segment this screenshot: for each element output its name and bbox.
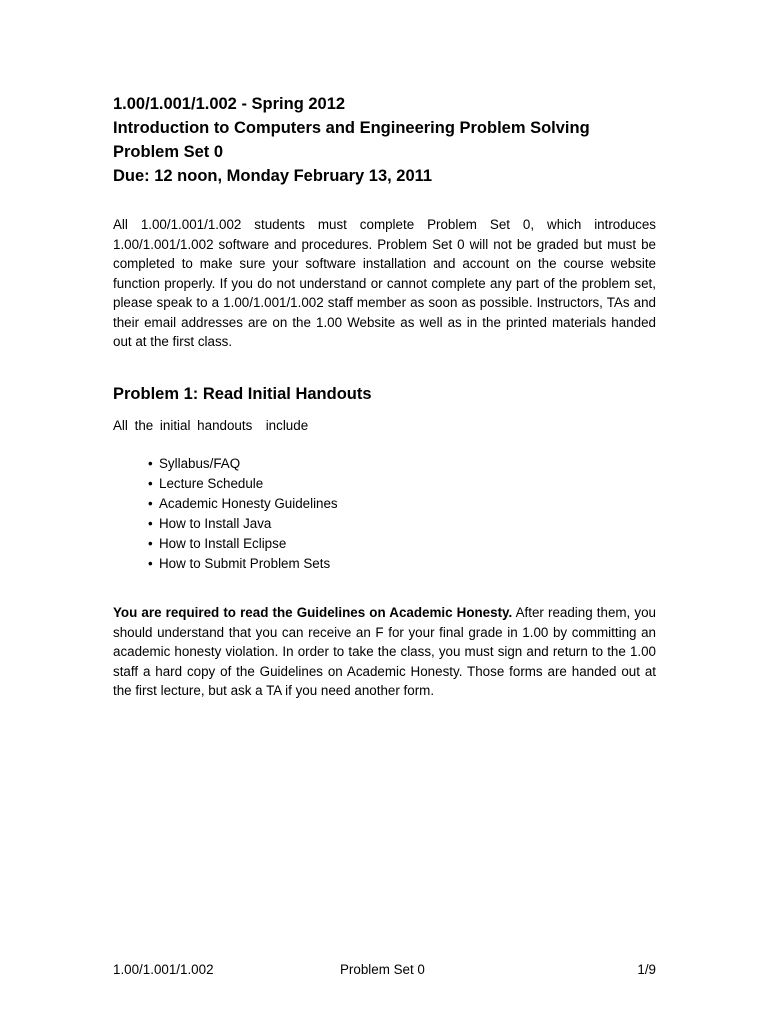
bullet-icon: • [148,516,153,531]
page-footer [113,960,656,980]
course-title: Introduction to Computers and Engineering Problem Solving [113,119,590,137]
honesty-paragraph [113,603,656,701]
handouts-lead-text: All the initial handouts include [113,417,309,433]
bullet-icon: • [148,496,153,511]
list-item [148,454,656,474]
list-item [148,514,656,534]
honesty-details: After reading them, you should understand that you can receive an F for your final grade in 1.00 by committing an academic honesty violation. In order to take the class, you must sign and return to the 1.00 staff a hard copy of the Guidelines on Academic Honesty. Those forms are handed out at the first lecture, but ask a TA if you need another form. [113,605,656,698]
footer-title: Problem Set 0 [340,962,425,977]
list-item [148,554,656,574]
list-item [148,534,656,554]
list-item-label: How to Install Eclipse [159,536,287,551]
intro-paragraph: All 1.00/1.001/1.002 students must complete Problem Set 0, which introduces 1.00/1.001/1.002 software and procedures. Problem Set 0 will not be graded but must be completed to make sure your software installation and account on the course website function properly. If you do not understand or cannot complete any part of the problem set, please speak to a 1.00/1.001/1.002 staff member as soon as possible. Instructors, TAs and their email addresses are on the 1.00 Website as well as in the printed materials handed out at the first class. [113,217,656,349]
document-header [113,92,656,188]
bullet-icon: • [148,456,153,471]
page-number: 1/9 [637,962,656,977]
list-item-label: Academic Honesty Guidelines [159,496,338,511]
bullet-icon: • [148,536,153,551]
course-line: 1.00/1.001/1.002 - Spring 2012 [113,95,346,113]
footer-course: 1.00/1.001/1.002 [113,962,214,977]
list-item-label: Syllabus/FAQ [159,456,241,471]
document-page [113,92,656,701]
list-item [148,474,656,494]
bullet-icon: • [148,556,153,571]
problem-1-title: Problem 1: Read Initial Handouts [113,384,372,403]
list-item-label: How to Submit Problem Sets [159,556,331,571]
due-date: Due: 12 noon, Monday February 13, 2011 [113,167,433,185]
handout-list [113,454,656,574]
list-item-label: Lecture Schedule [159,476,264,491]
list-item-label: How to Install Java [159,516,272,531]
list-item [148,494,656,514]
honesty-requirement: You are required to read the Guidelines on Academic Honesty. [113,605,513,620]
bullet-icon: • [148,476,153,491]
problem-set-label: Problem Set 0 [113,143,224,161]
